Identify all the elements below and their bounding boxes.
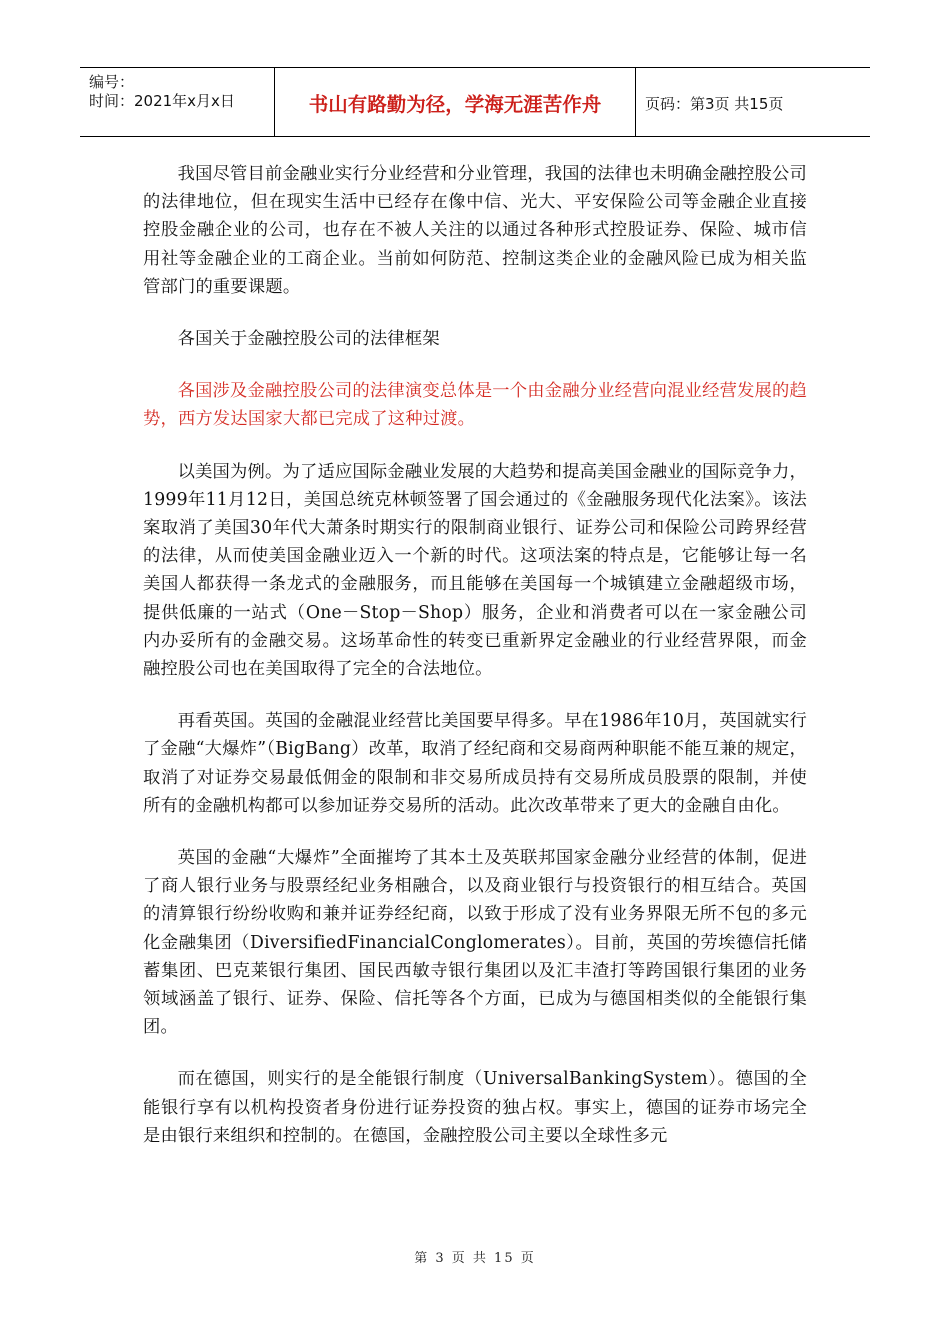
header-page-info: 页码：第3页 共15页 — [645, 94, 784, 113]
paragraph-1: 我国尽管目前金融业实行分业经营和分业管理，我国的法律也未明确金融控股公司的法律地位，但在现实生活中已经存在像中信、光大、平安保险公司等金融企业直接控股金融企业的公司，也存在不被人关注的以通过各种形式控股证券、保险、城市信用社等金融企业的工商企业。当前如何防范、控制这类企业的金融风险已成为相关监管部门的重要课题。 — [143, 164, 807, 297]
paragraph-uk-2: 英国的金融“大爆炸”全面摧垮了其本土及英联邦国家金融分业经营的体制，促进了商人银行业务与股票经纪业务相融合，以及商业银行与投资银行的相互结合。英国的清算银行纷纷收购和兼并证券经纪商，以致于形成了没有业务界限无所不包的多元化金融集团（DiversifiedFinancialConglomerates）。目前，英国的劳埃德信托储蓄集团、巴克莱银行集团、国民西敏寺银行集团以及汇丰渣打等跨国银行集团的业务领域涵盖了银行、证券、保险、信托等各个方面，已成为与德国相类似的全能银行集团。 — [143, 848, 807, 1038]
paragraph-uk-1: 再看英国。英国的金融混业经营比美国要早得多。早在1986年10月，英国就实行了金融“大爆炸”（BigBang）改革，取消了经纪商和交易商两种职能不能互兼的规定，取消了对证券交易最低佣金的限制和非交易所成员持有交易所成员股票的限制，并使所有的金融机构都可以参加证券交易所的活动。此次改革带来了更大的金融自由化。 — [143, 711, 807, 816]
paragraph-usa: 以美国为例。为了适应国际金融业发展的大趋势和提高美国金融业的国际竞争力，1999年11月12日，美国总统克林顿签署了国会通过的《金融服务现代化法案》。该法案取消了美国30年代大萧条时期实行的限制商业银行、证券公司和保险公司跨界经营的法律，从而使美国金融业迈入一个新的时代。这项法案的特点是，它能够让每一名美国人都获得一条龙式的金融服务，而且能够在美国每一个城镇建立金融超级市场，提供低廉的一站式（One－Stop－Shop）服务，企业和消费者可以在一家金融公司内办妥所有的金融交易。这场革命性的转变已重新界定金融业的行业经营界限，而金融控股公司也在美国取得了完全的合法地位。 — [143, 461, 807, 680]
page-header — [80, 67, 870, 137]
section-heading: 各国关于金融控股公司的法律框架 — [177, 329, 440, 350]
paragraph-germany: 而在德国，则实行的是全能银行制度（UniversalBankingSystem）。德国的全能银行享有以机构投资者身份进行证券投资的独占权。事实上，德国的证券市场完全是由银行来组织和控制的。在德国，金融控股公司主要以全球性多元 — [143, 1069, 807, 1146]
paragraph-highlight: 各国涉及金融控股公司的法律演变总体是一个由金融分业经营向混业经营发展的趋势，西方发达国家大都已完成了这种过渡。 — [143, 381, 807, 430]
document-body — [143, 160, 807, 1174]
header-motto: 书山有路勤为径，学海无涯苦作舟 — [274, 68, 636, 136]
header-meta — [80, 68, 274, 136]
time-label: 时间：2021年x月x日 — [89, 92, 235, 110]
page-footer: 第 3 页 共 15 页 — [414, 1251, 536, 1266]
serial-label: 编号： — [89, 73, 135, 91]
